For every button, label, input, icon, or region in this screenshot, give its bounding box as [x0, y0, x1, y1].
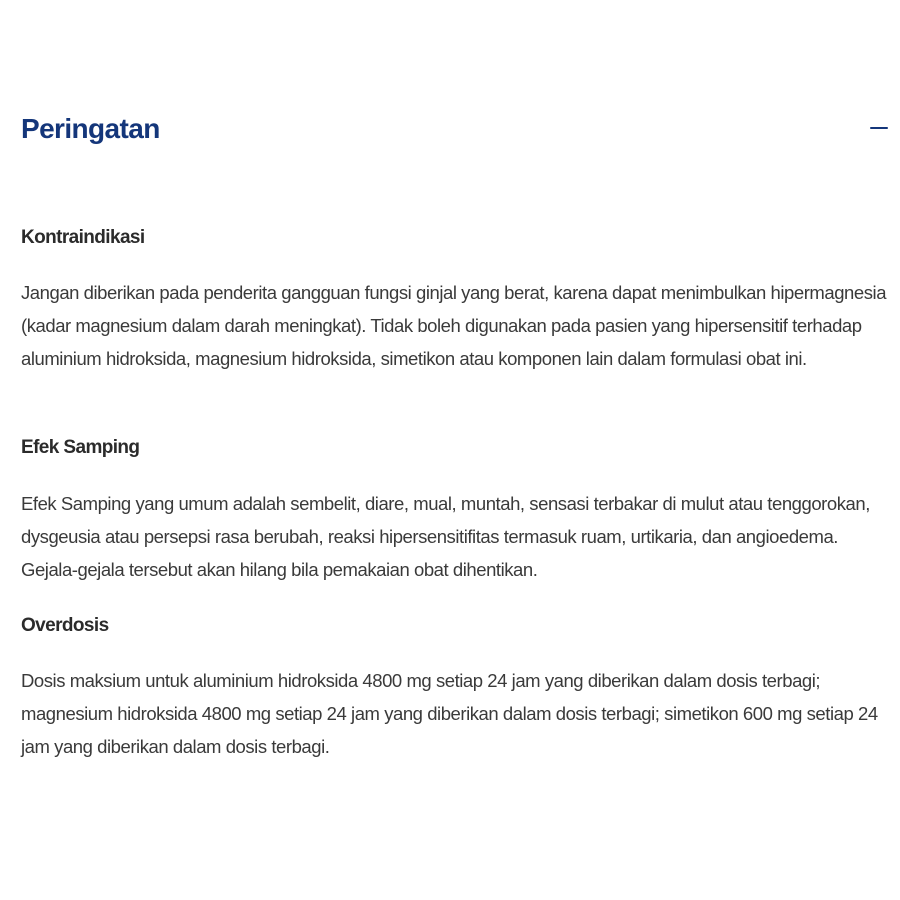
overdose-heading: Overdosis [21, 615, 109, 636]
collapse-bar [870, 127, 888, 129]
minus-icon[interactable] [870, 118, 890, 138]
accordion-header[interactable] [21, 106, 890, 150]
contraindications-text: Jangan diberikan pada penderita gangguan fungsi ginjal yang berat, karena dapat menimbulkan hipermagnesia (kadar magnesium dalam darah meningkat). Tidak boleh digunakan pada pasien yang hipersensitif terhadap aluminium hidroksida, magnesium hidroksida, simetikon atau komponen lain dalam formulasi obat ini. [21, 282, 887, 369]
accordion-title: Peringatan [21, 113, 160, 144]
side-effects-heading: Efek Samping [21, 437, 140, 458]
overdose-text: Dosis maksium untuk aluminium hidroksida 4800 mg setiap 24 jam yang diberikan dalam dosis terbagi; magnesium hidroksida 4800 mg setiap 24 jam yang diberikan dalam dosis terbagi; simetikon 600 mg setiap 24 jam yang diberikan dalam dosis terbagi. [21, 670, 878, 757]
warnings-accordion [21, 0, 890, 900]
side-effects-text: Efek Samping yang umum adalah sembelit, diare, mual, muntah, sensasi terbakar di mulut atau tenggorokan, dysgeusia atau persepsi rasa berubah, reaksi hipersensitifitas termasuk ruam, urtikaria, dan angioedema. Gejala-gejala tersebut akan hilang bila pemakaian obat dihentikan. [21, 493, 870, 580]
contraindications-heading: Kontraindikasi [21, 227, 145, 248]
